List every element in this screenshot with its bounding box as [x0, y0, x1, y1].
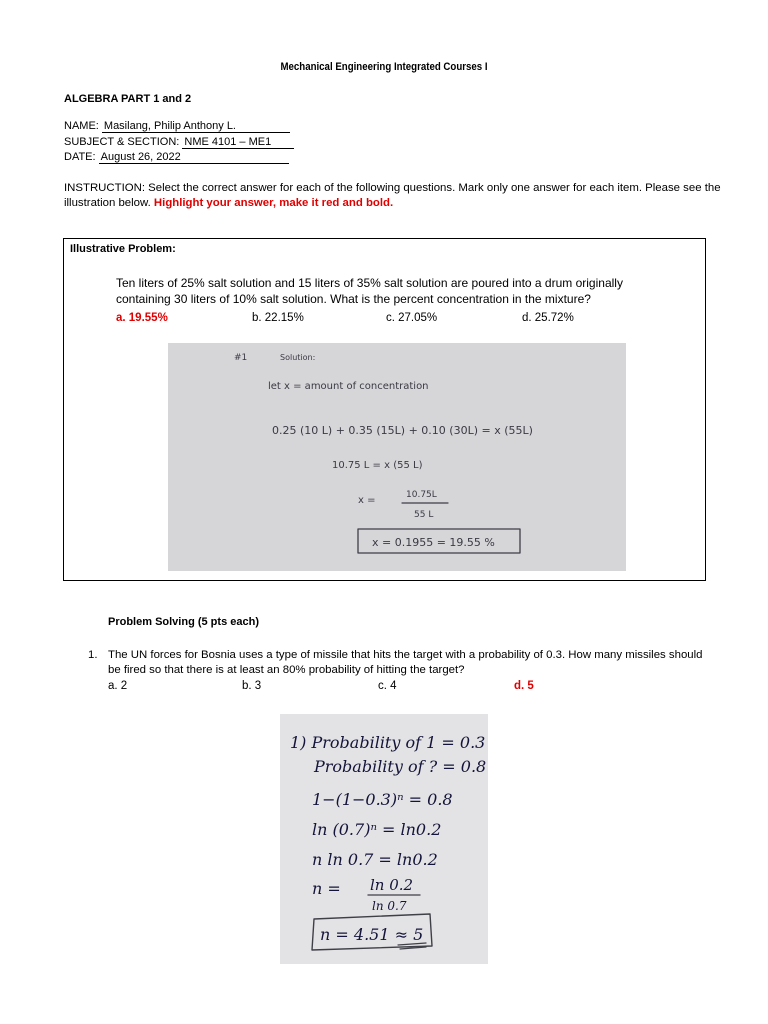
hand-line-4: ln (0.7)ⁿ = ln0.2: [312, 820, 442, 839]
question-1-solution-photo: [280, 714, 488, 964]
problem-solving-heading: Problem Solving (5 pts each): [108, 616, 259, 628]
illustrative-choice-c: c. 27.05%: [386, 312, 438, 324]
solution-line-6: x = 0.1955 = 19.55 %: [372, 536, 495, 549]
date-label: DATE:: [64, 151, 96, 163]
date-value: August 26, 2022: [99, 152, 289, 164]
solution-line-3: 0.25 (10 L) + 0.35 (15L) + 0.10 (30L) = x (55L): [272, 424, 533, 437]
solution-line-4: 10.75 L = x (55 L): [332, 460, 423, 471]
section-heading: ALGEBRA PART 1 and 2: [64, 93, 192, 105]
question-1-text: The UN forces for Bosnia uses a type of missile that hits the target with a probability of 0.3. How many missiles should be fired so that there is at least an 80% probability of hitting the target?: [108, 649, 703, 676]
instruction-highlight: Highlight your answer, make it red and bold.: [153, 197, 394, 209]
name-label: NAME:: [64, 120, 99, 132]
hand-line-5: n ln 0.7 = ln0.2: [312, 850, 438, 869]
question-1-number: 1.: [88, 649, 98, 661]
subject-label: SUBJECT & SECTION:: [64, 136, 180, 148]
solution-line-5b: 10.75L: [406, 490, 437, 500]
question-1-choice-b: b. 3: [242, 680, 262, 692]
illustrative-problem-text: Ten liters of 25% salt solution and 15 liters of 35% salt solution are poured into a drum originally containing 30 liters of 10% salt solution. What is the percent concentration in the mixture?: [116, 276, 623, 306]
date-field: [64, 151, 289, 164]
solution-photo: [168, 343, 626, 571]
subject-value: NME 4101 – ME1: [182, 137, 294, 149]
illustrative-choice-d: d. 25.72%: [522, 312, 574, 324]
illustrative-choices: [116, 312, 676, 328]
illustrative-problem-box: [63, 238, 706, 581]
document-title: Mechanical Engineering Integrated Courses I: [280, 61, 488, 73]
hand-line-7: n = 4.51 ≈ 5: [320, 925, 424, 944]
instruction-text: [64, 181, 724, 211]
name-field: [64, 120, 290, 133]
illustrative-choice-b: b. 22.15%: [252, 312, 304, 324]
hand-line-6a: n =: [312, 879, 341, 898]
hand-line-2: Probability of ? = 0.8: [314, 757, 487, 776]
hand-line-3: 1−(1−0.3)ⁿ = 0.8: [312, 790, 453, 809]
solution-line-5c: 55 L: [414, 510, 434, 520]
instruction-body: INSTRUCTION: Select the correct answer for each of the following questions. Mark only one answer for each item. Please see the illustration below.: [64, 182, 721, 209]
question-1-choice-c: c. 4: [378, 680, 397, 692]
illustrative-choice-a: a. 19.55%: [116, 312, 168, 324]
hand-line-1: 1) Probability of 1 = 0.3: [290, 733, 486, 752]
solution-line-1: #1: [234, 353, 248, 363]
question-1-choices: [108, 680, 548, 696]
illustrative-label: Illustrative Problem:: [70, 243, 176, 255]
subject-field: [64, 136, 294, 149]
hand-line-6b: ln 0.2: [370, 876, 414, 894]
solution-line-5a: x =: [358, 495, 376, 506]
question-1-choice-a: a. 2: [108, 680, 128, 692]
question-1-handwriting: [280, 714, 488, 964]
solution-line-1b: Solution:: [280, 353, 316, 362]
hand-line-6c: ln 0.7: [372, 899, 407, 913]
question-1-choice-d: d. 5: [514, 680, 534, 692]
name-value: Masilang, Philip Anthony L.: [102, 121, 290, 133]
solution-handwriting: [168, 343, 626, 571]
solution-line-2: let x = amount of concentration: [268, 381, 429, 392]
